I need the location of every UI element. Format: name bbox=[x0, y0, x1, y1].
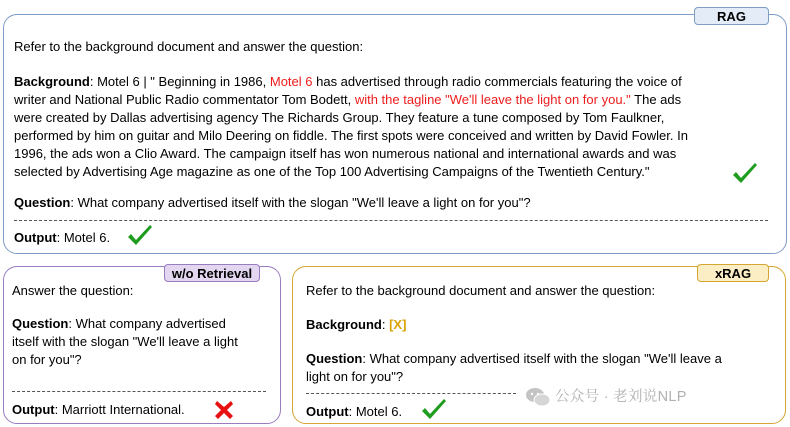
rag-output-label: Output bbox=[14, 230, 57, 245]
check-mark-icon bbox=[731, 162, 759, 186]
check-mark-icon bbox=[126, 224, 154, 248]
rag-output-text: : Motel 6. bbox=[56, 230, 111, 245]
no-retrieval-question-label: Question bbox=[12, 316, 69, 331]
rag-background-line-4: 1996, the ads won a Clio Award. The campaign itself has won numerous national and international awards and was bbox=[14, 146, 677, 161]
xrag-instruction: Refer to the background document and answer the question: bbox=[306, 283, 656, 298]
rag-bg-0-1: Motel 6 bbox=[269, 74, 313, 89]
no-retrieval-question-line-0 bbox=[12, 315, 238, 333]
xrag-question bbox=[306, 350, 722, 386]
rag-question-label: Question bbox=[14, 195, 71, 210]
rag-bg-1-1: with the tagline "We'll leave the light on for you." bbox=[354, 92, 631, 107]
rag-question bbox=[14, 194, 531, 212]
rag-divider bbox=[14, 220, 768, 221]
xrag-question-text-0: : What company advertised itself with the slogan "We'll leave a bbox=[362, 351, 722, 366]
rag-bg-0-2: has advertised through radio commercials featuring the voice of bbox=[312, 74, 682, 89]
wechat-logo-icon bbox=[525, 387, 551, 407]
rag-background-line-2: were created by Dallas advertising agency The Richards Group. They feature a tune composed by Tom Faulkner, bbox=[14, 110, 665, 125]
xrag-question-label: Question bbox=[306, 351, 363, 366]
xrag-background-sep: : bbox=[381, 317, 390, 332]
rag-bg-0-0: Motel 6 | " Beginning in 1986, bbox=[97, 74, 270, 89]
no-retrieval-divider bbox=[12, 391, 266, 392]
no-retrieval-question-text-0: : What company advertised bbox=[68, 316, 226, 331]
rag-background bbox=[14, 73, 774, 181]
xrag-divider bbox=[306, 393, 516, 394]
rag-bg-1-2: The ads bbox=[630, 92, 682, 107]
rag-background-line-3: performed by him on guitar and Milo Deering on fiddle. The first spots were conceived and written by David Fowler. In bbox=[14, 128, 688, 143]
xrag-background-label: Background bbox=[306, 317, 382, 332]
xrag-question-line-1: light on for you"? bbox=[306, 369, 404, 384]
watermark-text: 公众号 · 老刘说NLP bbox=[555, 389, 687, 405]
no-retrieval-question-line-1: itself with the slogan "We'll leave a light bbox=[12, 334, 238, 349]
rag-tag: RAG bbox=[694, 7, 769, 25]
rag-bg-1-0: writer and National Public Radio commentator Tom Bodett, bbox=[14, 92, 355, 107]
xrag-question-line-0 bbox=[306, 350, 722, 368]
rag-instruction: Refer to the background document and answer the question: bbox=[14, 39, 364, 54]
xrag-tag: xRAG bbox=[697, 264, 769, 282]
xrag-background-token: [X] bbox=[389, 317, 407, 332]
no-retrieval-output-label: Output bbox=[12, 402, 55, 417]
rag-background-colon: : bbox=[89, 74, 98, 89]
no-retrieval-output bbox=[12, 401, 185, 419]
rag-background-line-1 bbox=[14, 91, 774, 109]
rag-background-line-5: selected by Advertising Age magazine as one of the Top 100 Advertising Campaigns of the Twentieth Century." bbox=[14, 164, 650, 179]
rag-background-label: Background bbox=[14, 74, 90, 89]
no-retrieval-question-line-2: on for you"? bbox=[12, 352, 82, 367]
cross-mark-icon bbox=[214, 400, 234, 420]
rag-question-text: : What company advertised itself with the slogan "We'll leave a light on for you"? bbox=[70, 195, 531, 210]
rag-background-line-0 bbox=[14, 73, 774, 91]
check-mark-icon bbox=[420, 398, 448, 422]
xrag-output-text: : Motel 6. bbox=[348, 404, 403, 419]
xrag-output bbox=[306, 403, 402, 421]
no-retrieval-instruction: Answer the question: bbox=[12, 283, 134, 298]
xrag-output-label: Output bbox=[306, 404, 349, 419]
xrag-background bbox=[306, 316, 406, 334]
no-retrieval-tag: w/o Retrieval bbox=[164, 264, 260, 282]
rag-output bbox=[14, 229, 110, 247]
no-retrieval-output-text: : Marriott International. bbox=[54, 402, 185, 417]
no-retrieval-question bbox=[12, 315, 238, 369]
